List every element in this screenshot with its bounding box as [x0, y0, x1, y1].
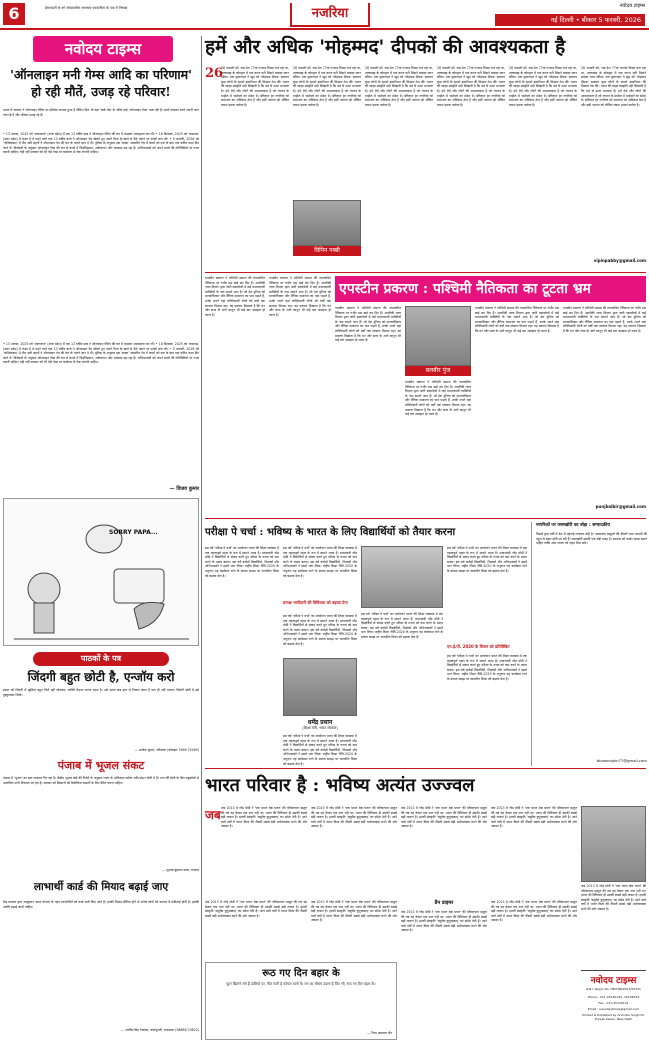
poem-title: रूठ गए दिन बहार के: [262, 968, 340, 979]
article-4-col-2: जब 2013 में नरेंद्र मोदी ने 'एक भारत श्रेष्ठ भारत' की परिकल्पना प्रस्तुत की तब यह केवल एक नारा नहीं था। भारत की विविधता ही उसकी सबसे बड़ी ताकत है। हमारी संस्कृति 'वसुधैव कुटुम्बकम्' का संदेश देती है। आने वाले वर्षों में भारत विश्व की तीसरी सबसे बड़ी अर्थव्यवस्था बनने की ओर अग्रसर है।: [311, 806, 397, 829]
article-2-email: punjbalbir@gmail.com: [595, 504, 646, 509]
page-number: 6: [3, 3, 25, 25]
article-3-col-4b: इस वर्ष 'परीक्षा पे चर्चा' का आयोजन भारत की शिक्षा व्यवस्था में एक महत्वपूर्ण पहल के रूप में सामने आया है। प्रधानमंत्री नरेंद्र मोदी ने विद्यार्थियों से संवाद करते हुए परीक्षा के तनाव को कम करने के उपाय बताए। इस वर्ष करोड़ों विद्यार्थियों, शिक्षकों और अभिभावकों ने इसमें भाग लिया। राष्ट्रीय शिक्षा नीति-2020 के अनुरूप यह कार्यक्रम रटने के बजाय समझ पर आधारित शिक्षा को बढ़ावा देता है।: [447, 654, 527, 681]
letter-body-3: केंद्र सरकार द्वारा आयुष्मान भारत योजना के तहत लाभार्थियों को कार्ड जारी किए जाते हैं। इनकी मियाद सीमित होने से अनेक लोगों को उपचार में कठिनाई होती है। इसकी अवधि बढ़ाई जानी चाहिए।: [3, 900, 199, 909]
article-4-col-4: जब 2013 में नरेंद्र मोदी ने 'एक भारत श्रेष्ठ भारत' की परिकल्पना प्रस्तुत की तब यह केवल एक नारा नहीं था। भारत की विविधता ही उसकी सबसे बड़ी ताकत है। हमारी संस्कृति 'वसुधैव कुटुम्बकम्' का संदेश देती है। आने वाले वर्षों में भारत विश्व की तीसरी सबसे बड़ी अर्थव्यवस्था बनने की ओर अग्रसर है।: [491, 806, 577, 829]
sidebar-title: नागरिकों पर जमाखोरी का बोझ : सम्पादकीय: [536, 523, 611, 528]
header-masthead-small: नवोदय टाइम्स: [619, 3, 645, 9]
editorial-body: • 13 अगस्त, 2025 को 'प्रयागराज' (उत्तर प्रदेश) में एक 13 वर्षीय छात्र ने ऑनलाइन गेमिंग की लत में फंसकर आत्महत्या कर ली। • 16 सितम्बर, 2025 को 'लखनऊ' (उत्तर प्रदेश) में कक्षा 6 में पढ़ने वाले एक 13 वर्षीय बच्चे ने ऑनलाइन गेम खेलते हुए अपने पिता के खाते से पैसे गंवाने पर फांसी लगा ली। • 5 जनवरी, 2026 को 'गाजियाबाद' में तीन सगी बहनों ने ऑनलाइन गेम की लत के चलते जान दे दी। पुलिस के अनुसार इस 'टास्क' आधारित गेम में बच्चों को एक के बाद एक कठिन काम दिए जाते थे। विशेषज्ञों के अनुसार ऑनलाइन गेम्स की लत से बच्चों में चिड़चिड़ापन, अकेलापन और अवसाद बढ़ रहा है। अभिभावकों को अपने बच्चों की गतिविधियों पर नजर रखनी चाहिए। यही नहीं सरकार को भी ऐसे गेम्स पर कठोरता से रोक लगानी चाहिए।: [3, 132, 199, 155]
footer-line: Phone : 011-45130133, 30105033: [587, 995, 640, 999]
article-3: [205, 522, 527, 766]
footer-reg: R.N.I. Regd. No. DELHIN/2013/52331: [586, 987, 641, 991]
letter-signature-3: — अरविंद सिंह रेखावत, कोटपूतली, राजस्थान (98868 70822): [121, 1028, 199, 1032]
author-name-badge: बलबीर पुंज: [405, 366, 471, 376]
article-3-col-1: इस वर्ष 'परीक्षा पे चर्चा' का आयोजन भारत की शिक्षा व्यवस्था में एक महत्वपूर्ण पहल के रूप में सामने आया है। प्रधानमंत्री नरेंद्र मोदी ने विद्यार्थियों से संवाद करते हुए परीक्षा के तनाव को कम करने के उपाय बताए। इस वर्ष करोड़ों विद्यार्थियों, शिक्षकों और अभिभावकों ने इसमें भाग लिया। राष्ट्रीय शिक्षा नीति-2020 के अनुरूप यह कार्यक्रम रटने के बजाय समझ पर आधारित शिक्षा को बढ़ावा देता है।: [205, 546, 279, 578]
article-1-col-2: 26 जनवरी को, जब देश 77वां गणतंत्र दिवस मना रहा था, उत्तराखंड के कोटद्वार में एक घटना घटी जिसने सबका ध्यान खींचा। एक दुकानदार ने खुद को 'मोहम्मद दीपक' बताकर कुछ लोगों के सामने इंसानियत की मिसाल पेश की। भारत की साझा संस्कृति यही सिखाती है कि धर्म से ऊपर मानवता है। हमें ऐसे और लोगों की आवश्यकता है जो नफरत के माहौल में भाईचारे का संदेश दें। संविधान हर नागरिक को समानता का अधिकार देता है और इसी भावना को जीवित रखना हमारा कर्तव्य है।: [293, 66, 361, 107]
article-2-col-3: एपस्टीन प्रकरण ने पश्चिमी समाज की तथाकथित नैतिकता पर गंभीर प्रश्न खड़े कर दिए हैं। अमरीकी न्याय विभाग द्वारा जारी दस्तावेजों में कई प्रभावशाली व्यक्तियों के नाम सामने आए हैं। जो देश दुनिया को मानवाधिकार और लैंगिक समानता का पाठ पढ़ाते हैं, उनके अपने यहां शक्तिशाली लोगों को वर्षों तक संरक्षण मिलता रहा। यह प्रकरण दिखाता है कि धन और सत्ता के आगे कानून भी कई बार असहाय हो जाता है।: [335, 306, 401, 343]
author-photo: [405, 306, 471, 366]
author-role: (शिक्षा मंत्री, भारत सरकार): [302, 726, 338, 730]
article-1-col-1: 26 जनवरी को, जब देश 77वां गणतंत्र दिवस मना रहा था, उत्तराखंड के कोटद्वार में एक घटना घटी जिसने सबका ध्यान खींचा। एक दुकानदार ने खुद को 'मोहम्मद दीपक' बताकर कुछ लोगों के सामने इंसानियत की मिसाल पेश की। भारत की साझा संस्कृति यही सिखाती है कि धर्म से ऊपर मानवता है। हमें ऐसे और लोगों की आवश्यकता है जो नफरत के माहौल में भाईचारे का संदेश दें। संविधान हर नागरिक को समानता का अधिकार देता है और इसी भावना को जीवित रखना हमारा कर्तव्य है।: [221, 66, 289, 107]
article-4-col-1b: जब 2013 में नरेंद्र मोदी ने 'एक भारत श्रेष्ठ भारत' की परिकल्पना प्रस्तुत की तब यह केवल एक नारा नहीं था। भारत की विविधता ही उसकी सबसे बड़ी ताकत है। हमारी संस्कृति 'वसुधैव कुटुम्बकम्' का संदेश देती है। आने वाले वर्षों में भारत विश्व की तीसरी सबसे बड़ी अर्थव्यवस्था बनने की ओर अग्रसर है।: [205, 900, 307, 918]
article-3-col-3: इस वर्ष 'परीक्षा पे चर्चा' का आयोजन भारत की शिक्षा व्यवस्था में एक महत्वपूर्ण पहल के रूप में सामने आया है। प्रधानमंत्री नरेंद्र मोदी ने विद्यार्थियों से संवाद करते हुए परीक्षा के तनाव को कम करने के उपाय बताए। इस वर्ष करोड़ों विद्यार्थियों, शिक्षकों और अभिभावकों ने इसमें भाग लिया। राष्ट्रीय शिक्षा नीति-2020 के अनुरूप यह कार्यक्रम रटने के बजाय समझ पर आधारित शिक्षा को बढ़ावा देता है।: [361, 612, 443, 639]
article-3-col-2: इस वर्ष 'परीक्षा पे चर्चा' का आयोजन भारत की शिक्षा व्यवस्था में एक महत्वपूर्ण पहल के रूप में सामने आया है। प्रधानमंत्री नरेंद्र मोदी ने विद्यार्थियों से संवाद करते हुए परीक्षा के तनाव को कम करने के उपाय बताए। इस वर्ष करोड़ों विद्यार्थियों, शिक्षकों और अभिभावकों ने इसमें भाग लिया। राष्ट्रीय शिक्षा नीति-2020 के अनुरूप यह कार्यक्रम रटने के बजाय समझ पर आधारित शिक्षा को बढ़ावा देता है।: [283, 546, 357, 578]
article-2-col-1: एपस्टीन प्रकरण ने पश्चिमी समाज की तथाकथित नैतिकता पर गंभीर प्रश्न खड़े कर दिए हैं। अमरीकी न्याय विभाग द्वारा जारी दस्तावेजों में कई प्रभावशाली व्यक्तियों के नाम सामने आए हैं। जो देश दुनिया को मानवाधिकार और लैंगिक समानता का पाठ पढ़ाते हैं, उनके अपने यहां शक्तिशाली लोगों को वर्षों तक संरक्षण मिलता रहा। यह प्रकरण दिखाता है कि धन और सत्ता के आगे कानून भी कई बार असहाय हो जाता है।: [205, 276, 265, 317]
article-4-col-5: जब 2013 में नरेंद्र मोदी ने 'एक भारत श्रेष्ठ भारत' की परिकल्पना प्रस्तुत की तब यह केवल एक नारा नहीं था। भारत की विविधता ही उसकी सबसे बड़ी ताकत है। हमारी संस्कृति 'वसुधैव कुटुम्बकम्' का संदेश देती है। आने वाले वर्षों में भारत विश्व की तीसरी सबसे बड़ी अर्थव्यवस्था बनने की ओर अग्रसर है।: [581, 884, 646, 911]
article-1-col-4: 26 जनवरी को, जब देश 77वां गणतंत्र दिवस मना रहा था, उत्तराखंड के कोटद्वार में एक घटना घटी जिसने सबका ध्यान खींचा। एक दुकानदार ने खुद को 'मोहम्मद दीपक' बताकर कुछ लोगों के सामने इंसानियत की मिसाल पेश की। भारत की साझा संस्कृति यही सिखाती है कि धर्म से ऊपर मानवता है। हमें ऐसे और लोगों की आवश्यकता है जो नफरत के माहौल में भाईचारे का संदेश दें। संविधान हर नागरिक को समानता का अधिकार देता है और इसी भावना को जीवित रखना हमारा कर्तव्य है।: [437, 66, 505, 107]
article-3-subhead-1: प्रत्यक्ष भागीदारी की विविधता को बढ़ावा देना: [283, 600, 348, 605]
article-2-col-4: एपस्टीन प्रकरण ने पश्चिमी समाज की तथाकथित नैतिकता पर गंभीर प्रश्न खड़े कर दिए हैं। अमरीकी न्याय विभाग द्वारा जारी दस्तावेजों में कई प्रभावशाली व्यक्तियों के नाम सामने आए हैं। जो देश दुनिया को मानवाधिकार और लैंगिक समानता का पाठ पढ़ाते हैं, उनके अपने यहां शक्तिशाली लोगों को वर्षों तक संरक्षण मिलता रहा। यह प्रकरण दिखाता है कि धन और सत्ता के आगे कानून भी कई बार असहाय हो जाता है।: [405, 380, 471, 417]
section-separator: [205, 518, 646, 519]
article-2-col-6: एपस्टीन प्रकरण ने पश्चिमी समाज की तथाकथित नैतिकता पर गंभीर प्रश्न खड़े कर दिए हैं। अमरीकी न्याय विभाग द्वारा जारी दस्तावेजों में कई प्रभावशाली व्यक्तियों के नाम सामने आए हैं। जो देश दुनिया को मानवाधिकार और लैंगिक समानता का पाठ पढ़ाते हैं, उनके अपने यहां शक्तिशाली लोगों को वर्षों तक संरक्षण मिलता रहा। यह प्रकरण दिखाता है कि धन और सत्ता के आगे कानून भी कई बार असहाय हो जाता है।: [563, 306, 646, 333]
editorial-body-more: • 13 अगस्त, 2025 को 'प्रयागराज' (उत्तर प्रदेश) में एक 13 वर्षीय छात्र ने ऑनलाइन गेमिंग की लत में फंसकर आत्महत्या कर ली। • 16 सितम्बर, 2025 को 'लखनऊ' (उत्तर प्रदेश) में कक्षा 6 में पढ़ने वाले एक 13 वर्षीय बच्चे ने ऑनलाइन गेम खेलते हुए अपने पिता के खाते से पैसे गंवाने पर फांसी लगा ली। • 5 जनवरी, 2026 को 'गाजियाबाद' में तीन सगी बहनों ने ऑनलाइन गेम की लत के चलते जान दे दी। पुलिस के अनुसार इस 'टास्क' आधारित गेम में बच्चों को एक के बाद एक कठिन काम दिए जाते थे। विशेषज्ञों के अनुसार ऑनलाइन गेम्स की लत से बच्चों में चिड़चिड़ापन, अकेलापन और अवसाद बढ़ रहा है। अभिभावकों को अपने बच्चों की गतिविधियों पर नजर रखनी चाहिए। यही नहीं सरकार को भी ऐसे गेम्स पर कठोरता से रोक लगानी चाहिए।: [3, 342, 199, 365]
letters-block: [3, 652, 199, 1040]
letter-title-1: जिंदगी बहुत छोटी है, एन्जॉय करो: [27, 670, 175, 684]
header-city: नई दिल्ली • बीकार: [550, 16, 597, 24]
section-title: नजरिया: [290, 3, 370, 27]
author-name-badge: विपिन पब्बी: [293, 246, 361, 256]
article-1-headline: हमें और अधिक 'मोहम्मद' दीपकों की आवश्यकता है: [205, 36, 566, 58]
article-4-headline: भारत परिवार है : भविष्य अत्यंत उज्ज्वल: [205, 775, 475, 796]
article-2-col-2: एपस्टीन प्रकरण ने पश्चिमी समाज की तथाकथित नैतिकता पर गंभीर प्रश्न खड़े कर दिए हैं। अमरीकी न्याय विभाग द्वारा जारी दस्तावेजों में कई प्रभावशाली व्यक्तियों के नाम सामने आए हैं। जो देश दुनिया को मानवाधिकार और लैंगिक समानता का पाठ पढ़ाते हैं, उनके अपने यहां शक्तिशाली लोगों को वर्षों तक संरक्षण मिलता रहा। यह प्रकरण दिखाता है कि धन और सत्ता के आगे कानून भी कई बार असहाय हो जाता है।: [269, 276, 331, 317]
poem-text: फूल खिलने लगे हैं डालियों पर, गीत गाती है कोयल बागों में। मन का मौसम उदास है फिर भी, रूठ गए दिन बहार के।: [226, 982, 376, 986]
article-3-col-2b: इस वर्ष 'परीक्षा पे चर्चा' का आयोजन भारत की शिक्षा व्यवस्था में एक महत्वपूर्ण पहल के रूप में सामने आया है। प्रधानमंत्री नरेंद्र मोदी ने विद्यार्थियों से संवाद करते हुए परीक्षा के तनाव को कम करने के उपाय बताए। इस वर्ष करोड़ों विद्यार्थियों, शिक्षकों और अभिभावकों ने इसमें भाग लिया। राष्ट्रीय शिक्षा नीति-2020 के अनुरूप यह कार्यक्रम रटने के बजाय समझ पर आधारित शिक्षा को बढ़ावा देता है।: [283, 614, 357, 646]
cartoon-drawing: [4, 499, 198, 645]
cartoon-caption: SORRY PAPA...: [109, 529, 158, 536]
article-2-headline: एपस्टीन प्रकरण : पश्चिमी नैतिकता का टूटता भ्रम: [339, 281, 591, 297]
article-3-col-2c: इस वर्ष 'परीक्षा पे चर्चा' का आयोजन भारत की शिक्षा व्यवस्था में एक महत्वपूर्ण पहल के रूप में सामने आया है। प्रधानमंत्री नरेंद्र मोदी ने विद्यार्थियों से संवाद करते हुए परीक्षा के तनाव को कम करने के उपाय बताए। इस वर्ष करोड़ों विद्यार्थियों, शिक्षकों और अभिभावकों ने इसमें भाग लिया। राष्ट्रीय शिक्षा नीति-2020 के अनुरूप यह कार्यक्रम रटने के बजाय समझ पर आधारित शिक्षा को बढ़ावा देता है।: [283, 734, 357, 766]
article-4-author: डैन डाइमर: [434, 900, 454, 906]
author-photo: [293, 200, 361, 246]
sidebar-column: [531, 522, 646, 766]
editorial-signature: — विजय कुमार: [169, 486, 199, 492]
editorial-lead: भारत में सरकार ने ऑनलाइन गेमिंग पर प्रतिबंध लगाया हुआ है लेकिन फिर भी यहां 'डार्क वेब' के जरिए कई 'ऑनलाइन गेम्स' चला रही हैं। इनमें फंसकर बच्चे अपनी जान गंवा रहे हैं और परिवार उजड़ रहे हैं।: [3, 108, 199, 117]
article-1-col-6: 26 जनवरी को, जब देश 77वां गणतंत्र दिवस मना रहा था, उत्तराखंड के कोटद्वार में एक घटना घटी जिसने सबका ध्यान खींचा। एक दुकानदार ने खुद को 'मोहम्मद दीपक' बताकर कुछ लोगों के सामने इंसानियत की मिसाल पेश की। भारत की साझा संस्कृति यही सिखाती है कि धर्म से ऊपर मानवता है। हमें ऐसे और लोगों की आवश्यकता है जो नफरत के माहौल में भाईचारे का संदेश दें। संविधान हर नागरिक को समानता का अधिकार देता है और इसी भावना को जीवित रखना हमारा कर्तव्य है।: [581, 66, 646, 107]
footer-line: Printed & Published by Arvinder Singh for Punjab Kesari, New Delhi: [582, 1013, 645, 1021]
author-photo: [283, 658, 357, 716]
article-4-col-1: जब 2013 में नरेंद्र मोदी ने 'एक भारत श्रेष्ठ भारत' की परिकल्पना प्रस्तुत की तब यह केवल एक नारा नहीं था। भारत की विविधता ही उसकी सबसे बड़ी ताकत है। हमारी संस्कृति 'वसुधैव कुटुम्बकम्' का संदेश देती है। आने वाले वर्षों में भारत विश्व की तीसरी सबसे बड़ी अर्थव्यवस्था बनने की ओर अग्रसर है।: [221, 806, 307, 829]
article-1-col-5: 26 जनवरी को, जब देश 77वां गणतंत्र दिवस मना रहा था, उत्तराखंड के कोटद्वार में एक घटना घटी जिसने सबका ध्यान खींचा। एक दुकानदार ने खुद को 'मोहम्मद दीपक' बताकर कुछ लोगों के सामने इंसानियत की मिसाल पेश की। भारत की साझा संस्कृति यही सिखाती है कि धर्म से ऊपर मानवता है। हमें ऐसे और लोगों की आवश्यकता है जो नफरत के माहौल में भाईचारे का संदेश दें। संविधान हर नागरिक को समानता का अधिकार देता है और इसी भावना को जीवित रखना हमारा कर्तव्य है।: [509, 66, 577, 107]
dropcap: 26: [205, 66, 224, 81]
article-photo: [361, 546, 443, 608]
article-4-col-3: जब 2013 में नरेंद्र मोदी ने 'एक भारत श्रेष्ठ भारत' की परिकल्पना प्रस्तुत की तब यह केवल एक नारा नहीं था। भारत की विविधता ही उसकी सबसे बड़ी ताकत है। हमारी संस्कृति 'वसुधैव कुटुम्बकम्' का संदेश देती है। आने वाले वर्षों में भारत विश्व की तीसरी सबसे बड़ी अर्थव्यवस्था बनने की ओर अग्रसर है।: [401, 806, 487, 829]
letter-title-3: लाभार्थी कार्ड की मियाद बढ़ाई जाए: [33, 881, 169, 893]
letter-signature-2: — सुभाष बुड़ावन वाला, रतलाम: [162, 868, 199, 872]
author-name: धर्मेंद्र प्रधान: [307, 719, 333, 726]
footer-line: Email : navodaytimes@gmail.com: [587, 1007, 640, 1011]
header-date: 5 फरवरी, 2026: [598, 16, 641, 24]
article-2-headline-bar: [335, 276, 646, 302]
footer-line: Fax : 011-45130101: [598, 1001, 629, 1005]
letter-body-1: इंसान को जिंदगी में खुशियां बहुत मिलें यही सोचकर, व्यक्ति मेहनत करता रहता है। उसे समय कब हाथ से निकल जाता है पता ही नहीं चलता। जिंदगी छोटी है इसे मुस्कुराकर जियो।: [3, 688, 199, 697]
article-3-headline: परीक्षा पे चर्चा : भविष्य के भारत के लिए विद्यार्थियों को तैयार करना: [205, 526, 456, 538]
editorial-masthead: नवोदय टाइम्स: [33, 36, 173, 62]
article-3-col-4: इस वर्ष 'परीक्षा पे चर्चा' का आयोजन भारत की शिक्षा व्यवस्था में एक महत्वपूर्ण पहल के रूप में सामने आया है। प्रधानमंत्री नरेंद्र मोदी ने विद्यार्थियों से संवाद करते हुए परीक्षा के तनाव को कम करने के उपाय बताए। इस वर्ष करोड़ों विद्यार्थियों, शिक्षकों और अभिभावकों ने इसमें भाग लिया। राष्ट्रीय शिक्षा नीति-2020 के अनुरूप यह कार्यक्रम रटने के बजाय समझ पर आधारित शिक्षा को बढ़ावा देता है।: [447, 546, 527, 573]
top-header: [0, 0, 649, 30]
header-date-bar: [495, 14, 645, 26]
letters-banner: पाठकों के पत्र: [33, 652, 169, 666]
article-2-col-5: एपस्टीन प्रकरण ने पश्चिमी समाज की तथाकथित नैतिकता पर गंभीर प्रश्न खड़े कर दिए हैं। अमरीकी न्याय विभाग द्वारा जारी दस्तावेजों में कई प्रभावशाली व्यक्तियों के नाम सामने आए हैं। जो देश दुनिया को मानवाधिकार और लैंगिक समानता का पाठ पढ़ाते हैं, उनके अपने यहां शक्तिशाली लोगों को वर्षों तक संरक्षण मिलता रहा। यह प्रकरण दिखाता है कि धन और सत्ता के आगे कानून भी कई बार असहाय हो जाता है।: [475, 306, 559, 333]
dropcap: जब: [205, 808, 221, 822]
footer-imprint: [581, 970, 646, 1038]
article-1-email: vipinpabby@gmail.com: [593, 258, 646, 263]
sidebar-body: पिछले कुछ वर्षों में देश में महंगाई लगातार बढ़ी है। आवश्यक वस्तुओं की कीमतें आम आदमी की पहुंच से बाहर होती जा रही हैं। जमाखोरी इसकी एक बड़ी वजह है। सरकार को कठोर कदम उठाने चाहिए ताकि आम जनता को राहत मिल सके।: [536, 532, 647, 546]
author-photo: [581, 806, 646, 882]
editorial-headline: 'ऑनलाइन मनी गेम्स आदि का परिणाम' हो रही मौतें, उजड़ रहे परिवार!: [10, 67, 192, 99]
letter-signature-1: — अशोक कुमार, पटियाला (मोबाइल 7696 75469): [134, 748, 199, 752]
article-1-col-3: 26 जनवरी को, जब देश 77वां गणतंत्र दिवस मना रहा था, उत्तराखंड के कोटद्वार में एक घटना घटी जिसने सबका ध्यान खींचा। एक दुकानदार ने खुद को 'मोहम्मद दीपक' बताकर कुछ लोगों के सामने इंसानियत की मिसाल पेश की। भारत की साझा संस्कृति यही सिखाती है कि धर्म से ऊपर मानवता है। हमें ऐसे और लोगों की आवश्यकता है जो नफरत के माहौल में भाईचारे का संदेश दें। संविधान हर नागरिक को समानता का अधिकार देता है और इसी भावना को जीवित रखना हमारा कर्तव्य है।: [365, 66, 433, 107]
section-separator: [205, 272, 646, 273]
article-2: [205, 276, 646, 516]
letter-body-2: पंजाब में 'भूजल' का स्तर लगातार गिर रहा है। केंद्रीय भूजल बोर्ड की रिपोर्ट के अनुसार राज्य के अधिकांश ब्लॉक अति-दोहन श्रेणी में हैं। धान की खेती के लिए ट्यूबवेलों से अत्यधिक पानी निकाला जा रहा है। सरकार को किसानों को वैकल्पिक फसलों के लिए प्रेरित करना चाहिए।: [3, 776, 199, 785]
article-4-col-3b: जब 2013 में नरेंद्र मोदी ने 'एक भारत श्रेष्ठ भारत' की परिकल्पना प्रस्तुत की तब यह केवल एक नारा नहीं था। भारत की विविधता ही उसकी सबसे बड़ी ताकत है। हमारी संस्कृति 'वसुधैव कुटुम्बकम्' का संदेश देती है। आने वाले वर्षों में भारत विश्व की तीसरी सबसे बड़ी अर्थव्यवस्था बनने की ओर अग्रसर है।: [401, 910, 487, 933]
poem-signature: — निशा अग्रवाल जैन: [367, 1031, 392, 1035]
footer-masthead: नवोदय टाइम्स: [590, 976, 637, 986]
letter-title-2: पंजाब में भूजल संकट: [57, 759, 145, 772]
poem-box: [205, 962, 397, 1040]
header-left-note: ईमानदारी से वर्ग संवेदनशील समाचार पत्रकारिता के पक्ष में निष्पक्ष: [45, 6, 128, 10]
sidebar-email: bhawnajain77@gmail.com: [596, 758, 647, 763]
article-1: [205, 34, 646, 270]
editorial-block: [3, 36, 199, 648]
article-3-subhead-2: एन.ई.पी. 2020 के विजन को प्रतिबिंबित: [447, 644, 510, 649]
section-separator: [205, 768, 646, 769]
article-4-col-2b: जब 2013 में नरेंद्र मोदी ने 'एक भारत श्रेष्ठ भारत' की परिकल्पना प्रस्तुत की तब यह केवल एक नारा नहीं था। भारत की विविधता ही उसकी सबसे बड़ी ताकत है। हमारी संस्कृति 'वसुधैव कुटुम्बकम्' का संदेश देती है। आने वाले वर्षों में भारत विश्व की तीसरी सबसे बड़ी अर्थव्यवस्था बनने की ओर अग्रसर है।: [311, 900, 397, 923]
article-4: [205, 772, 646, 1040]
column-divider: [201, 36, 202, 1040]
cartoon: [3, 498, 199, 646]
article-4-col-4b: जब 2013 में नरेंद्र मोदी ने 'एक भारत श्रेष्ठ भारत' की परिकल्पना प्रस्तुत की तब यह केवल एक नारा नहीं था। भारत की विविधता ही उसकी सबसे बड़ी ताकत है। हमारी संस्कृति 'वसुधैव कुटुम्बकम्' का संदेश देती है। आने वाले वर्षों में भारत विश्व की तीसरी सबसे बड़ी अर्थव्यवस्था बनने की ओर अग्रसर है।: [491, 900, 577, 923]
